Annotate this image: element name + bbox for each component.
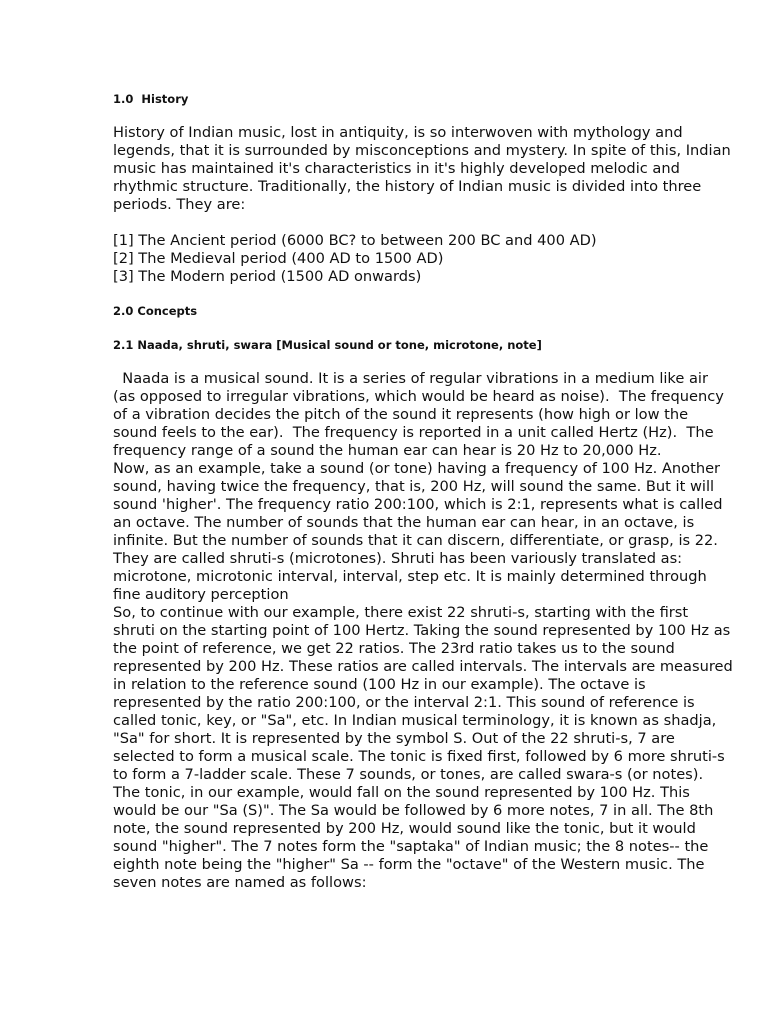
section-heading-history: 1.0 History xyxy=(113,92,189,106)
section-heading-concepts: 2.0 Concepts xyxy=(113,304,198,318)
swara-paragraph: So, to continue with our example, there exist 22 shruti-s, starting with the first shruti on the starting point of 100 Hertz. Taking the sound represented by 100 Hz as the point of reference, we get 22 ratios. The 23rd ratio takes us to the sound represented by 200 Hz. These ratios are called intervals. The intervals are measured in relation to the reference sound (100 Hz in our example). The octave is represented by the ratio 200:100, or the interval 2:1. This sound of reference is called tonic, key, or "Sa", etc. In Indian musical terminology, it is known as shadja, "Sa" for short. It is represented by the symbol S. Out of the 22 shruti-s, 7 are selected to form a musical scale. The tonic is fixed first, followed by 6 more shruti-s to form a 7-ladder scale. These 7 sounds, or tones, are called swara-s (or notes). The tonic, in our example, would fall on the sound represented by 100 Hz. This would be our "Sa (S)". The Sa would be followed by 6 more notes, 7 in all. The 8th note, the sound represented by 200 Hz, would sound like the tonic, but it would sound "higher". The 7 notes form the "saptaka" of Indian music; the 8 notes-- the eighth note being the "higher" Sa -- form the "octave" of the Western music. The seven notes are named as follows: xyxy=(113,604,733,891)
octave-paragraph: Now, as an example, take a sound (or tone) having a frequency of 100 Hz. Another sound, having twice the frequency, that is, 200 Hz, will sound the same. But it will sound 'higher'. The frequency ratio 200:100, which is 2:1, represents what is called an octave. The number of sounds that the human ear can hear, in an octave, is infinite. But the number of sounds that it can discern, differentiate, or grasp, is 22. They are called shruti-s (microtones). Shruti has been variously translated as: microtone, microtonic interval, interval, step etc. It is mainly determined through fine auditory perception xyxy=(113,460,723,603)
history-intro-paragraph: History of Indian music, lost in antiquity, is so interwoven with mythology and legends, that it is surrounded by misconceptions and mystery. In spite of this, Indian music has maintained it's characteristics in it's highly developed melodic and rhythmic structure. Traditionally, the history of Indian music is divided into three periods. They are: xyxy=(113,124,731,213)
period-item-medieval: [2] The Medieval period (400 AD to 1500 AD) xyxy=(113,250,444,267)
document-page xyxy=(113,90,733,892)
naada-paragraph: Naada is a musical sound. It is a series of regular vibrations in a medium like air (as opposed to irregular vibrations, which would be heard as noise). The frequency of a vibration decides the pitch of the sound it represents (how high or low the sound feels to the ear). The frequency is reported in a unit called Hertz (Hz). The frequency range of a sound the human ear can hear is 20 Hz to 20,000 Hz. xyxy=(113,370,729,459)
period-item-modern: [3] The Modern period (1500 AD onwards) xyxy=(113,268,422,285)
period-item-ancient: [1] The Ancient period (6000 BC? to between 200 BC and 400 AD) xyxy=(113,232,597,249)
subsection-heading-naada: 2.1 Naada, shruti, swara [Musical sound or tone, microtone, note] xyxy=(113,338,542,352)
periods-list xyxy=(113,232,733,286)
